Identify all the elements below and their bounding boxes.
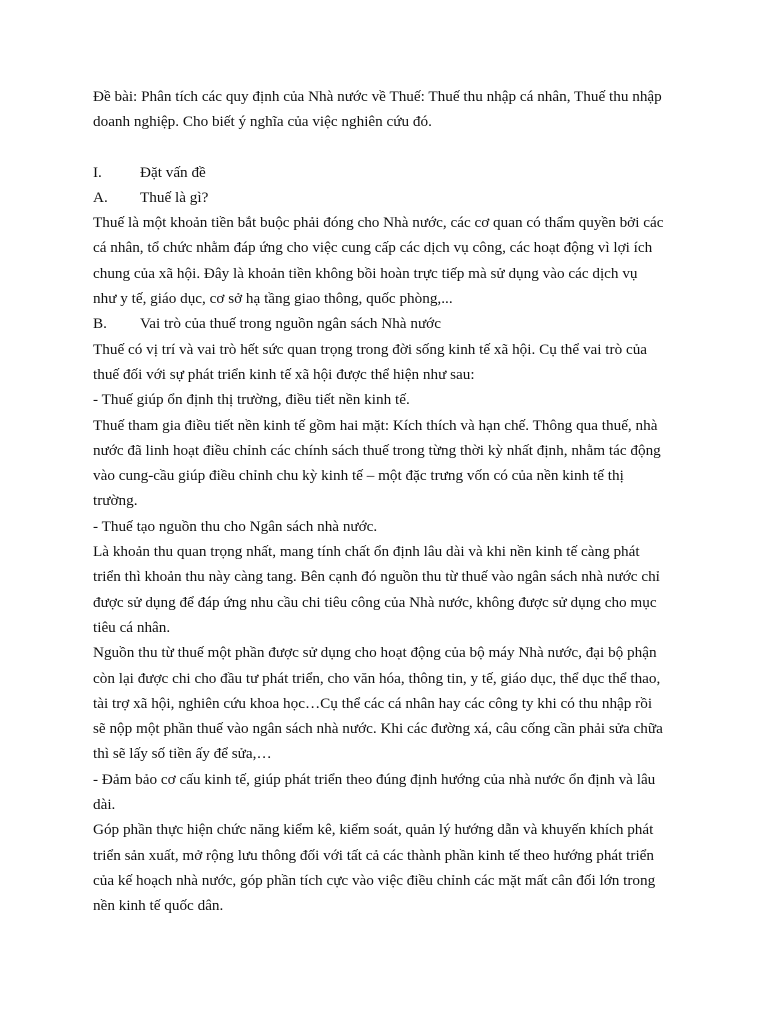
paragraph-line: như y tế, giáo dục, cơ sở hạ tầng giao thông, quốc phòng,... <box>93 290 453 308</box>
paragraph-line: dài. <box>93 796 116 814</box>
spacer <box>93 135 708 160</box>
paragraph-line: nước đã linh hoạt điều chỉnh các chính sách thuế trong từng thời kỳ nhất định, nhằm tác động <box>93 441 661 459</box>
paragraph-line: thuế đối với sự phát triển kinh tế xã hội được thể hiện như sau: <box>93 365 475 383</box>
section-number: I. <box>93 163 102 181</box>
paragraph-line: còn lại được chi cho đầu tư phát triển, cho văn hóa, thông tin, y tế, giáo dục, thể dục thể thao, <box>93 669 661 687</box>
section-label: Thuế là gì? <box>140 188 209 206</box>
paragraph-line: thì sẽ lấy số tiền ấy để sửa,… <box>93 745 272 763</box>
section-number: A. <box>93 188 108 206</box>
paragraph-line: của kế hoạch nhà nước, góp phần tích cực vào việc điều chỉnh các mặt mất cân đối lớn trong <box>93 871 656 889</box>
paragraph-line: Là khoản thu quan trọng nhất, mang tính chất ổn định lâu dài và khi nền kinh tế càng phát <box>93 543 640 561</box>
paragraph-line: vào cung-cầu giúp điều chỉnh chu kỳ kinh tế – một đặc trưng vốn có của nền kinh tế thị <box>93 467 624 485</box>
paragraph-line: triển sản xuất, mở rộng lưu thông đối với tất cả các thành phần kinh tế theo hướng phát triển <box>93 846 655 864</box>
section-heading-b <box>93 311 708 336</box>
section-label: Vai trò của thuế trong nguồn ngân sách Nhà nước <box>140 315 441 333</box>
paragraph-line: sẽ nộp một phần thuế vào ngân sách nhà nước. Khi các đường xá, câu cống cần phải sửa chữa <box>93 720 663 738</box>
paragraph-line: cá nhân, tổ chức nhằm đáp ứng cho việc cung cấp các dịch vụ công, các hoạt động vì lợi ích <box>93 239 653 257</box>
paragraph-line: chung của xã hội. Đây là khoản tiền không bồi hoàn trực tiếp mà sử dụng vào các dịch vụ <box>93 264 638 282</box>
paragraph-line: triển thì khoản thu này càng tang. Bên cạnh đó nguồn thu từ thuế vào ngân sách nhà nước chỉ <box>93 568 660 586</box>
paragraph-line: - Đảm bảo cơ cấu kinh tế, giúp phát triển theo đúng định hướng của nhà nước ổn định và lâu <box>93 770 656 788</box>
paragraph-line: Nguồn thu từ thuế một phần được sử dụng cho hoạt động của bộ máy Nhà nước, đại bộ phận <box>93 644 657 662</box>
paragraph-line: - Thuế giúp ổn định thị trường, điều tiết nền kinh tế. <box>93 391 410 409</box>
section-label: Đặt vấn đề <box>140 163 206 181</box>
assignment-title-line: Đề bài: Phân tích các quy định của Nhà nước về Thuế: Thuế thu nhập cá nhân, Thuế thu nhập <box>93 88 662 105</box>
paragraph-line: Thuế tham gia điều tiết nền kinh tế gồm hai mặt: Kích thích và hạn chế. Thông qua thuế, nhà <box>93 416 658 434</box>
paragraph-line: tài trợ xã hội, nghiên cứu khoa học…Cụ thể các cá nhân hay các công ty khi có thu nhập rồi <box>93 694 653 712</box>
paragraph-line: - Thuế tạo nguồn thu cho Ngân sách nhà nước. <box>93 517 378 535</box>
paragraph-line: nền kinh tế quốc dân. <box>93 897 224 915</box>
paragraph-line: Thuế là một khoản tiền bắt buộc phải đóng cho Nhà nước, các cơ quan có thẩm quyền bởi các <box>93 214 664 232</box>
paragraph-line: Thuế có vị trí và vai trò hết sức quan trọng trong đời sống kinh tế xã hội. Cụ thể vai trò của <box>93 340 648 358</box>
section-heading-i <box>93 160 708 185</box>
paragraph-line: được sử dụng để đáp ứng nhu cầu chi tiêu công của Nhà nước, không được sử dụng cho mục <box>93 593 657 611</box>
paragraph-line: trường. <box>93 492 138 510</box>
assignment-title-line: doanh nghiệp. Cho biết ý nghĩa của việc nghiên cứu đó. <box>93 113 432 131</box>
section-heading-a <box>93 185 708 210</box>
paragraph-line: Góp phần thực hiện chức năng kiểm kê, kiểm soát, quản lý hướng dẫn và khuyến khích phát <box>93 821 654 839</box>
paragraph-line: tiêu cá nhân. <box>93 618 171 636</box>
section-number: B. <box>93 315 107 333</box>
